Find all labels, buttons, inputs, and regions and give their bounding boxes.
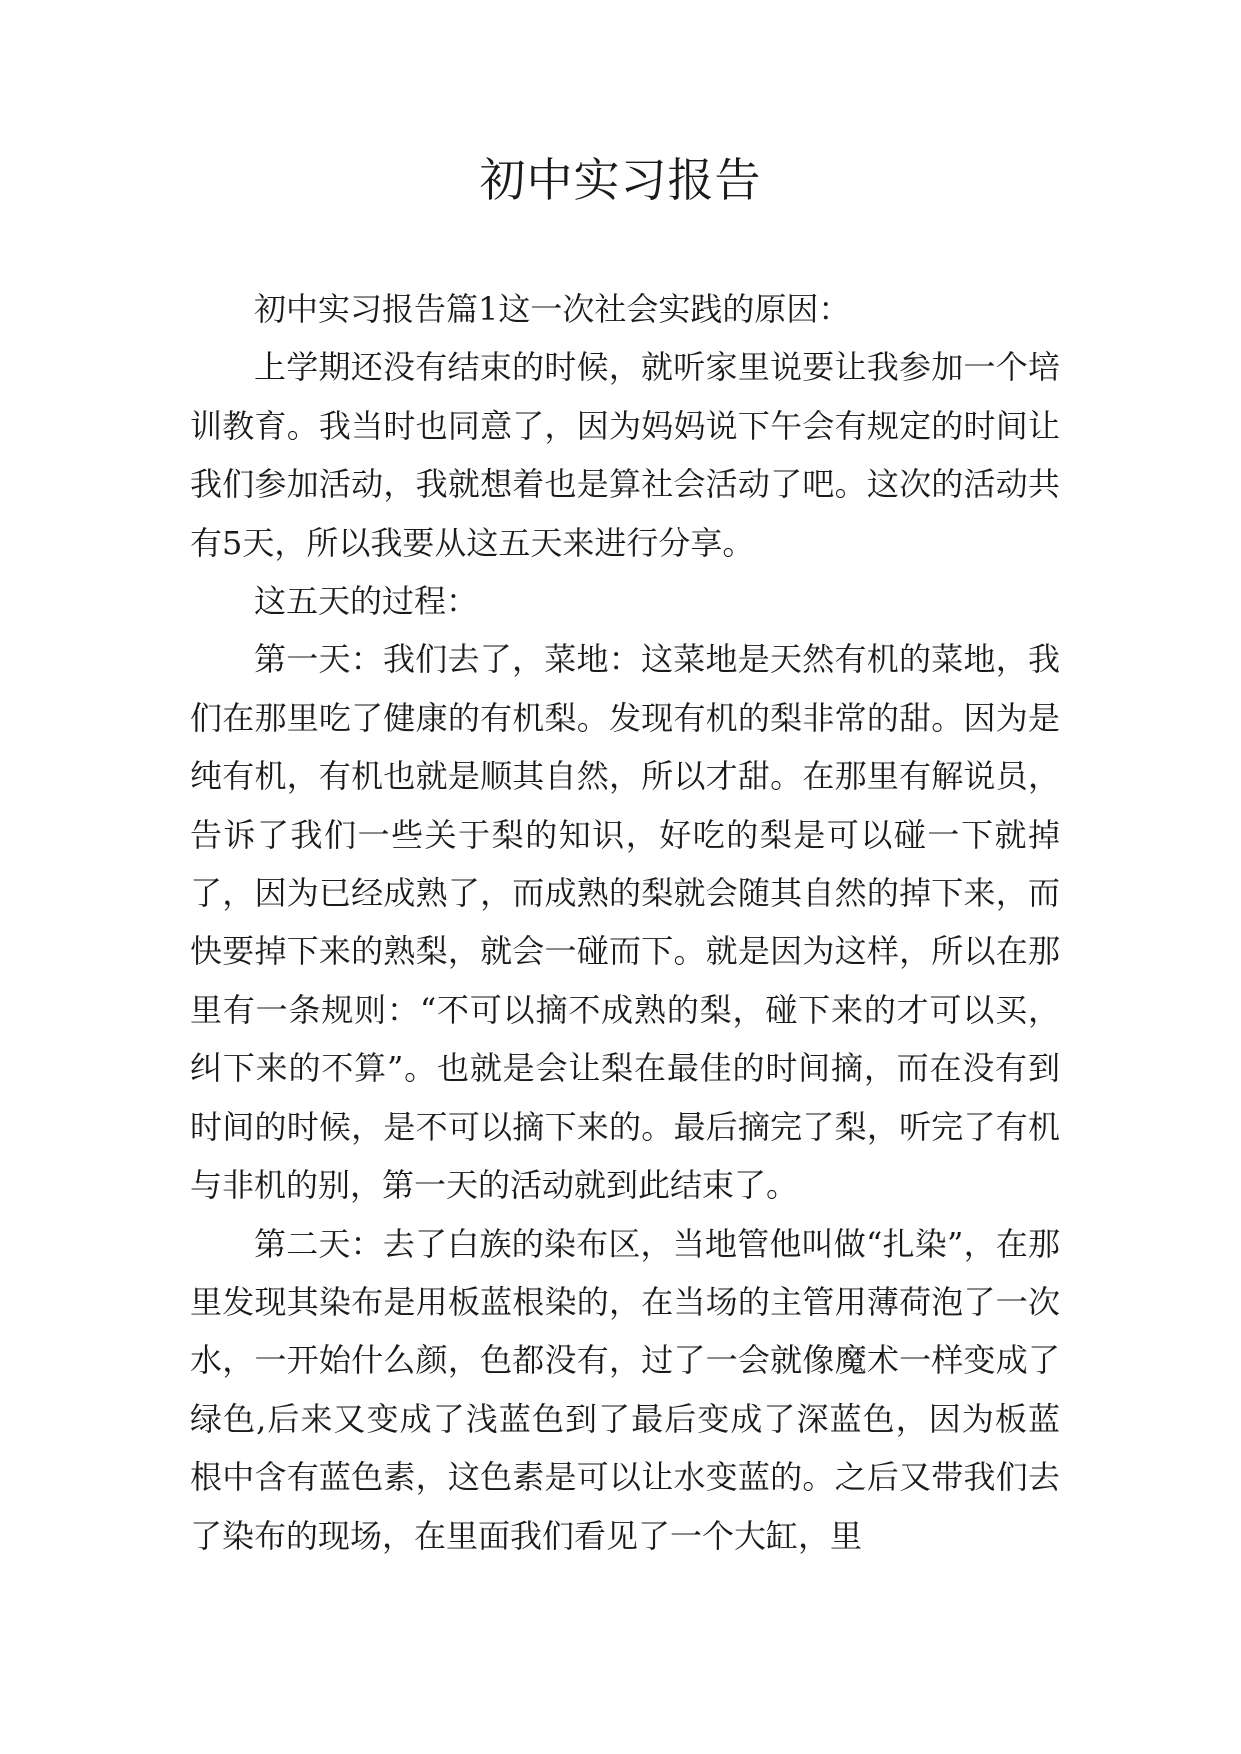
paragraph-3: 这五天的过程： [254, 582, 479, 621]
document-title: 初中实习报告 [479, 153, 762, 207]
document-body [190, 280, 1060, 1565]
paragraph-4: 第一天：我们去了，菜地：这菜地是天然有机的菜地，我们在那里吃了健康的有机梨。发现有机的梨非常的甜。因为是纯有机，有机也就是顺其自然，所以才甜。在那里有解说员，告诉了我们一些关于梨的知识，好吃的梨是可以碰一下就掉了，因为已经成熟了，而成熟的梨就会随其自然的掉下来，而快要掉下来的熟梨，就会一碰而下。就是因为这样，所以在那里有一条规则：“不可以摘不成熟的梨，碰下来的才可以买，纠下来的不算”。也就是会让梨在最佳的时间摘，而在没有到时间的时候，是不可以摘下来的。最后摘完了梨，听完了有机与非机的别，第一天的活动就到此结束了。 [190, 640, 1060, 1205]
paragraph-1: 初中实习报告篇1这一次社会实践的原因： [254, 290, 851, 328]
paragraph-2: 上学期还没有结束的时候，就听家里说要让我参加一个培训教育。我当时也同意了，因为妈妈说下午会有规定的时间让我们参加活动，我就想着也是算社会活动了吧。这次的活动共有5天，所以我要从这五天来进行分享。 [190, 348, 1060, 562]
paragraph-5: 第二天：去了白族的染布区，当地管他叫做“扎染”，在那里发现其染布是用板蓝根染的，在当场的主管用薄荷泡了一次水，一开始什么颜，色都没有，过了一会就像魔术一样变成了绿色,后来又变成了浅蓝色到了最后变成了深蓝色，因为板蓝根中含有蓝色素，这色素是可以让水变蓝的。之后又带我们去了染布的现场，在里面我们看见了一个大缸，里 [190, 1224, 1060, 1555]
